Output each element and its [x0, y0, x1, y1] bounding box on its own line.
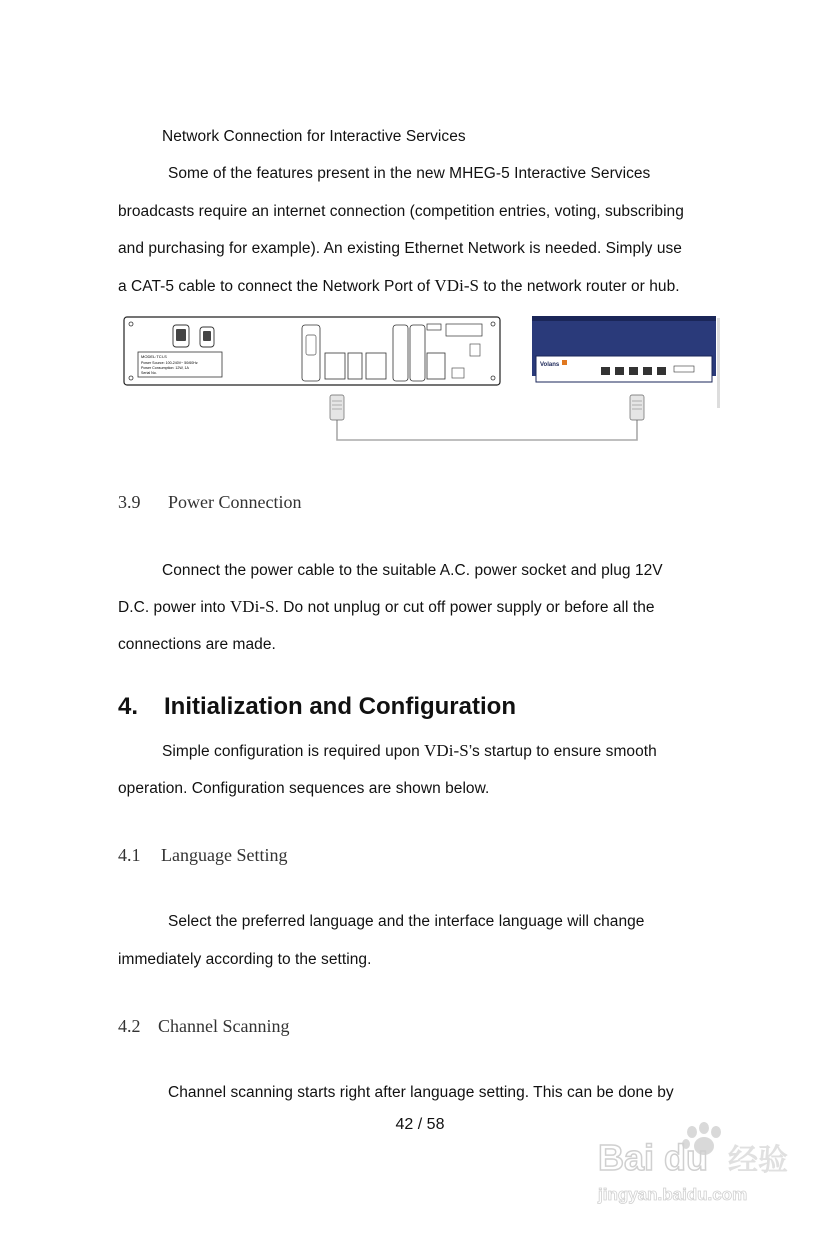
device-power-label: Power Source: 100-240V~ 50/60Hz	[141, 361, 198, 365]
paragraph-line: connections are made.	[118, 636, 276, 653]
network-router	[532, 316, 720, 408]
device-consumption-label: Power Consumption: 12W, 1A	[141, 366, 189, 370]
text-run: to the network router or hub.	[479, 278, 680, 295]
paragraph-line: immediately according to the setting.	[118, 951, 372, 968]
section-title: Channel Scanning	[158, 1016, 290, 1036]
device-serial-label: Serial No.	[141, 371, 157, 375]
section-number: 3.9	[118, 492, 141, 512]
text-run: Simple configuration is required upon	[162, 743, 425, 760]
section-number: 4.1	[118, 845, 141, 865]
section-number: 4.2	[118, 1016, 141, 1036]
paragraph-line: broadcasts require an internet connection (competition entries, voting, subscribing	[118, 203, 684, 220]
text-run: a CAT-5 cable to connect the Network Port of	[118, 278, 435, 295]
paragraph-line: Channel scanning starts right after language setting. This can be done by	[168, 1084, 674, 1101]
text-run: . Do not unplug or cut off power supply or before all the	[274, 599, 655, 616]
paragraph-line	[118, 597, 655, 618]
watermark-url: jingyan.baidu.com	[598, 1185, 748, 1204]
connection-diagram	[118, 310, 722, 450]
ethernet-cable	[330, 395, 644, 440]
section-title: Power Connection	[168, 492, 302, 512]
paragraph-line: and purchasing for example). An existing Ethernet Network is needed. Simply use	[118, 240, 682, 257]
router-brand-label: Volans	[540, 362, 560, 368]
chapter-number: 4.	[118, 693, 139, 720]
text-run: D.C. power into	[118, 599, 230, 616]
network-heading: Network Connection for Interactive Services	[162, 128, 466, 145]
page-number: 42 / 58	[395, 1116, 445, 1133]
baidu-watermark	[596, 1112, 796, 1212]
paragraph-line: Connect the power cable to the suitable A.C. power socket and plug 12V	[162, 562, 663, 579]
text-run: ’s startup to ensure smooth	[468, 743, 657, 760]
watermark-cn: 经验	[728, 1143, 788, 1178]
paragraph-line: operation. Configuration sequences are shown below.	[118, 780, 490, 797]
product-name: VDi-S	[424, 741, 469, 760]
paragraph-line	[118, 276, 680, 297]
chapter-title: Initialization and Configuration	[164, 693, 516, 720]
paragraph-line: Some of the features present in the new MHEG-5 Interactive Services	[168, 165, 651, 182]
device-model-label: MODEL:TCI-S	[141, 354, 167, 359]
product-name: VDi-S	[434, 276, 480, 295]
paragraph-line	[162, 741, 657, 762]
watermark-brand: Bai du	[598, 1137, 709, 1178]
section-title: Language Setting	[161, 845, 288, 865]
paragraph-line: Select the preferred language and the interface language will change	[168, 913, 645, 930]
product-name: VDi-S	[229, 597, 275, 616]
device-back-panel	[124, 317, 500, 385]
